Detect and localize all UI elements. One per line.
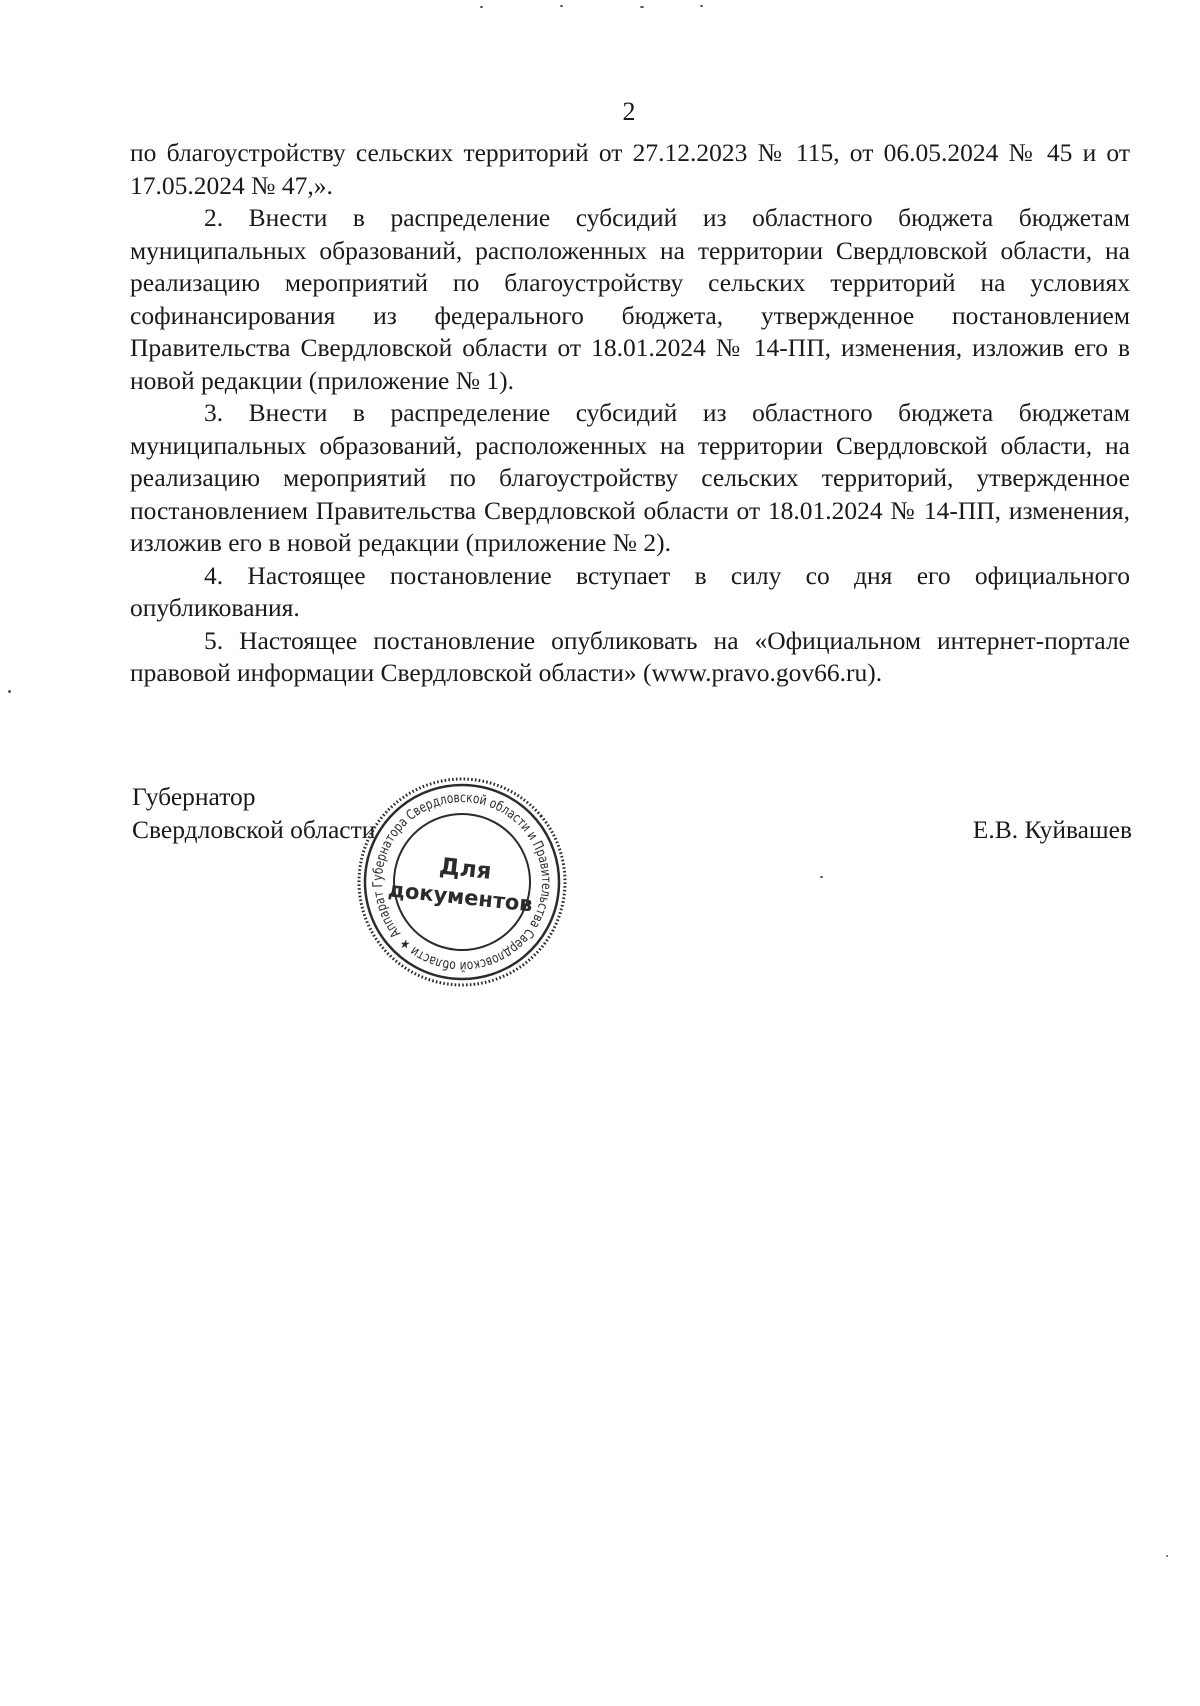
official-stamp xyxy=(356,776,568,988)
signatory-name: Е.В. Куйвашев xyxy=(972,814,1132,844)
stamp-ring-text: Аппарат Губернатора Свердловской области и Правительства Свердловской области ★ xyxy=(369,789,555,975)
paragraph-item-3: 3. Внести в распределение субсидий из областного бюджета бюджетам муниципальных образований, расположенных на территории Свердловской области, на реализацию мероприятий по благоустройству сельских территорий, утвержденное постановлением Правительства Свердловской области от 18.01.2024 № 14-ПП, изменения, изложив его в новой редакции (приложение № 2). xyxy=(130,398,1130,557)
scan-speck xyxy=(700,5,703,7)
signatory-position-line1: Губернатор xyxy=(132,782,256,811)
stamp-center-line2: документов xyxy=(387,877,534,917)
scan-speck xyxy=(8,690,11,693)
paragraph-item-5: 5. Настоящее постановление опубликовать на «Официальном интернет-портале правовой информации Свердловской области» (www.pravo.gov66.ru). xyxy=(130,625,1130,687)
scan-speck xyxy=(560,5,563,7)
paragraph-continuation: по благоустройству сельских территорий от 27.12.2023 № 115, от 06.05.2024 № 45 и от 17.05.2024 № 47,». xyxy=(130,138,1130,200)
signatory-position-line2: Свердловской области xyxy=(132,814,376,844)
paragraph-item-4: 4. Настоящее постановление вступает в силу со дня его официального опубликования. xyxy=(130,560,1130,622)
signature-block xyxy=(132,781,1132,846)
scan-speck xyxy=(820,876,823,878)
scan-speck xyxy=(480,6,483,8)
page-number: 2 xyxy=(622,97,636,126)
stamp-center-line1: Для xyxy=(438,853,493,885)
scan-speck xyxy=(640,6,644,8)
document-body xyxy=(130,137,1130,690)
scan-speck xyxy=(1166,1555,1168,1557)
paragraph-item-2: 2. Внести в распределение субсидий из областного бюджета бюджетам муниципальных образований, расположенных на территории Свердловской области, на реализацию мероприятий по благоустройству сельских территорий на условиях софинансирования из федерального бюджета, утвержденное постановлением Правительства Свердловской области от 18.01.2024 № 14-ПП, изменения, изложив его в новой редакции (приложение № 1). xyxy=(130,203,1130,395)
